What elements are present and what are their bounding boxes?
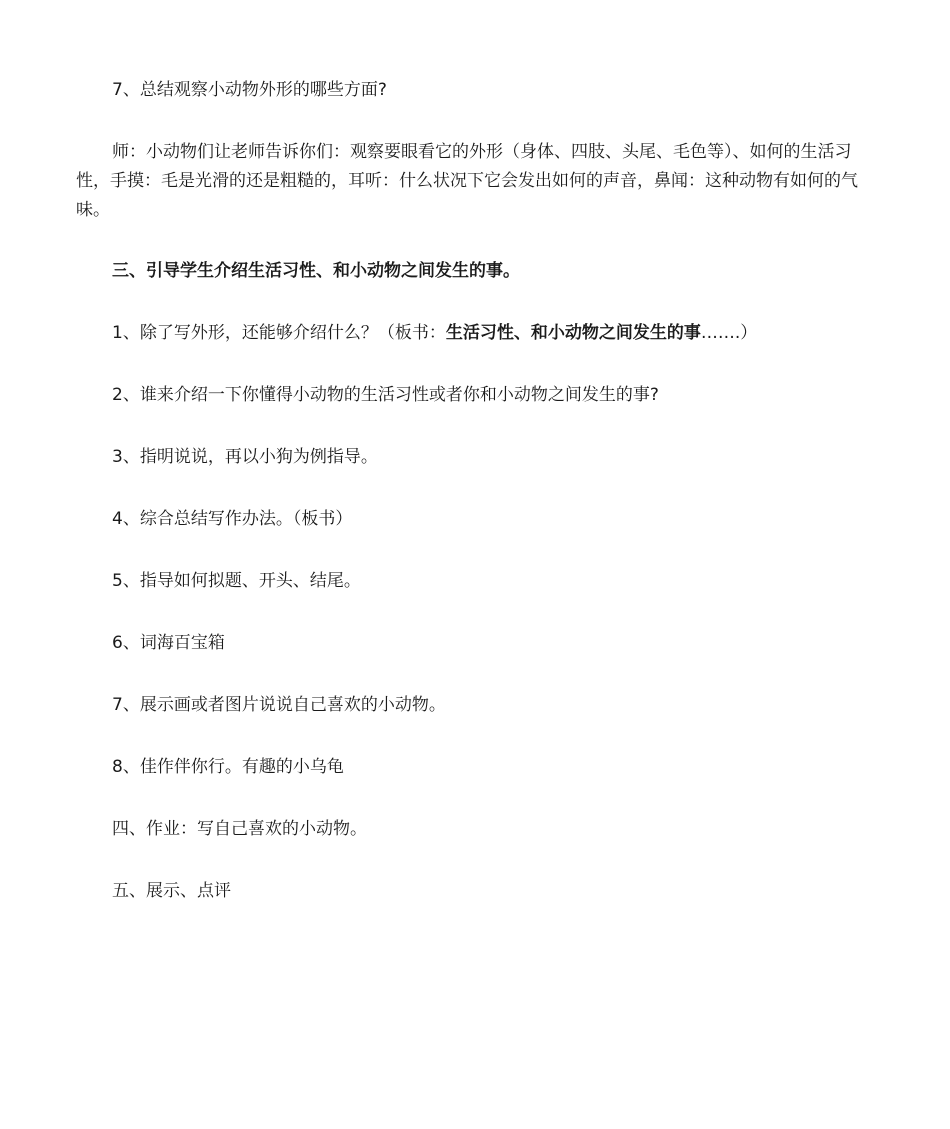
paragraph-title-opening-ending: 5、指导如何拟题、开头、结尾。 [112, 571, 361, 591]
paragraph-show-pictures: 7、展示画或者图片说说自己喜欢的小动物。 [112, 695, 446, 715]
paragraph-what-else [76, 319, 876, 348]
paragraph-what-else-suffix: …….） [700, 323, 758, 343]
section-heading-habits: 三、引导学生介绍生活习性、和小动物之间发生的事。 [112, 261, 520, 281]
paragraph-word-treasure: 6、词海百宝箱 [112, 633, 225, 653]
paragraph-what-else-prefix: 1、除了写外形，还能够介绍什么？（板书： [112, 323, 446, 343]
paragraph-teacher-instruction: 师：小动物们让老师告诉你们：观察要眼看它的外形（身体、四肢、头尾、毛色等）、如何的生活习性，手摸：毛是光滑的还是粗糙的，耳听：什么状况下它会发出如何的声音，鼻闻：这种动物有如何的气味。 [76, 142, 858, 220]
paragraph-who-introduces: 2、谁来介绍一下你懂得小动物的生活习性或者你和小动物之间发生的事? [112, 385, 659, 405]
blackboard-note-bold: 生活习性、和小动物之间发生的事 [445, 323, 701, 343]
paragraph-observe-summary: 7、总结观察小动物外形的哪些方面? [112, 80, 387, 100]
paragraph-dog-example: 3、指明说说，再以小狗为例指导。 [112, 447, 378, 467]
paragraph-writing-methods: 4、综合总结写作办法。（板书） [112, 509, 353, 529]
paragraph-good-writing: 8、佳作伴你行。有趣的小乌龟 [112, 757, 344, 777]
paragraph-homework: 四、作业：写自己喜欢的小动物。 [112, 819, 367, 839]
paragraph-show-comment: 五、展示、点评 [112, 881, 231, 901]
